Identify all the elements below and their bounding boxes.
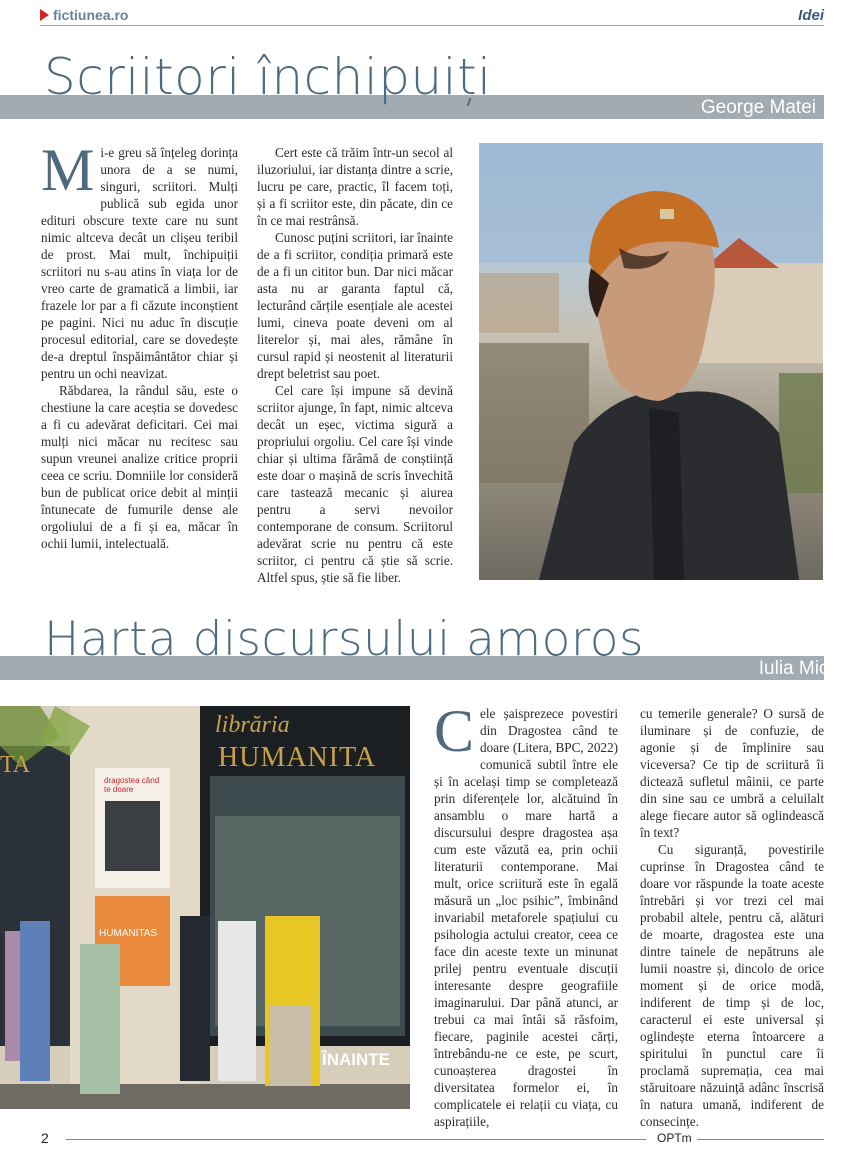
play-arrow-icon	[40, 9, 49, 21]
article1-title: Scriitori închipuiți	[44, 48, 492, 106]
poster-brand: HUMANITAS	[99, 928, 158, 939]
article2-paragraph-2: cu temerile generale? O sursă de iluminare și de confuzie, de agonie și de împlinire sau viceversa? Ce tip de scriitură îi dictează sufletul mâinii, ce parte din sine sau ce umbră a celuilalt alege fiecare autor să oglindească în text?	[640, 706, 824, 840]
drop-cap: C	[434, 698, 475, 764]
sign-main: HUMANITA	[218, 742, 377, 773]
article1-paragraph-2: Răbdarea, la rândul său, este o chestiune la care aceștia se dovedesc a fi cu adevărat deficitari. Cei mai mulți nici măcar nu recitesc sau supun vreunei analize critice proprii ceea ce scriu. Domniile lor consideră bun de publicat orice debit al minții întunecate de fumurile dense ale orgoliului de a fi și ea, măcar în ochii lumii, intelectuală.	[41, 383, 238, 551]
article2-column-1	[434, 698, 618, 1130]
article1-author: George Matei	[700, 97, 816, 118]
article1-paragraph-4: Cunosc puțini scriitori, iar înainte de a fi scriitor, condiția primară este de a fi un cititor bun. Dar nici măcar asta nu ar garanta faptul că, lecturând cărțile esențiale ale acestei lumi, cineva poate deveni om al literelor și, mai ales, rămâne în cursul rapid și neostenit al literaturii drept beletrist sau poet.	[257, 230, 453, 381]
bookstore-photo	[0, 706, 410, 1109]
article2-paragraph-3: Cu siguranță, povestirile cuprinse în Dragostea când te doare vor răspunde la toate aceste întrebări și vor trezi cel mai probabil altele, pentru că, alături de moarte, dragostea este una dintre tainele de nepătruns ale lumii noastre și, dincolo de orice moment și de orice modă, indiferent de timp și de loc, caracterul ei este universal și oglindește eterna întoarcere a spiritului în punctul care îi proclamă supremația, cea mai stăruitoare năzuință adânc înscrisă în natura umană, indiferent de consecințe.	[640, 842, 824, 1129]
article2-column-2	[640, 705, 824, 1130]
poster-title: dragostea când te doare	[104, 776, 160, 794]
article2-author: Iulia Micu	[758, 658, 839, 679]
article2-title: Harta discursului amoros	[44, 612, 644, 667]
portrait-illustration	[479, 143, 823, 580]
top-bar	[40, 4, 824, 26]
window-text: ÎNAINTE	[322, 1050, 390, 1069]
site-name: fictiunea.ro	[53, 7, 129, 23]
footer-mark: OPTm	[657, 1131, 692, 1145]
site-brand[interactable]	[40, 7, 128, 23]
footer-rule-left	[66, 1139, 646, 1140]
article2-paragraph-1: Cele șaisprezece povestiri din Dragostea când te doare (Litera, BPC, 2022) comunică subtil între ele și în același timp se completează prin diferențele lor, alcătuind în ansamblu o mare hartă a discursului despre dragostea așa cum este văzută ea, prin ochii literaturii contemporane. Mai mult, orice scriitură este în egală măsură un „loc psihic”, îmbinând invariabil metaforele spațiului cu psihologia actului creator, ceea ce face din aceste texte un minunat prilej pentru eventuale discuții interesante despre geografiile imaginarului. Dar până atunci, ar trebui ca mai întâi să răsfoim, fiecare, paginile acestei cărți, întrebându-ne ce este, pe scurt, cunoașterea dragostei în diversitatea formelor ei, în complicatele ei relații cu viața, cu aspirațiile,	[434, 698, 618, 1129]
sign-left: TA	[0, 752, 31, 778]
page-number: 2	[41, 1130, 49, 1146]
section-label: Idei	[798, 7, 824, 24]
drop-cap: M	[41, 137, 95, 203]
author-portrait-photo	[479, 143, 823, 580]
article1-paragraph-1: Mi-e greu să înțeleg dorința unora de a se numi, singuri, scriitori. Mulți publică sub egida unor edituri obscure texte care nu sunt nimic altceva decât un clișeu teribil de prost. Mai mult, închipuiții scriitori nu s-au atins în viața lor de vreo carte de gramatică a limbii, iar frazele lor par a fi căzute inconștient pe pagini. Nici nu aduc în discuție procesul editorial, care se dovedește de-a dreptul înspăimântător chiar și pentru un ochi neavizat.	[41, 137, 238, 381]
footer-rule-right	[697, 1139, 824, 1140]
article1-column-1	[41, 137, 238, 552]
sign-script: librăria	[215, 712, 290, 738]
article1-paragraph-5: Cel care își impune să devină scriitor ajunge, în fapt, nimic altceva decât un eșec, victima sigură a propriului orgoliu. Cel care își vinde chiar și ultima fărâmă de conștiință este doar o mașină de scris învechită care tastează mecanic și aiurea pentru a servi nevoilor contemporane de consum. Scriitorul adevărat scrie nu pentru că este scriitor, ci pentru că știe să scrie. Altfel spus, știe să fie liber.	[257, 383, 453, 585]
article1-paragraph-3: Cert este că trăim într-un secol al iluzoriului, iar distanța dintre a scrie, lucru pe care, practic, îl facem toți, și a fi scriitor este, din păcate, din ce în ce mai restrânsă.	[257, 145, 453, 228]
article1-column-2	[257, 144, 453, 586]
